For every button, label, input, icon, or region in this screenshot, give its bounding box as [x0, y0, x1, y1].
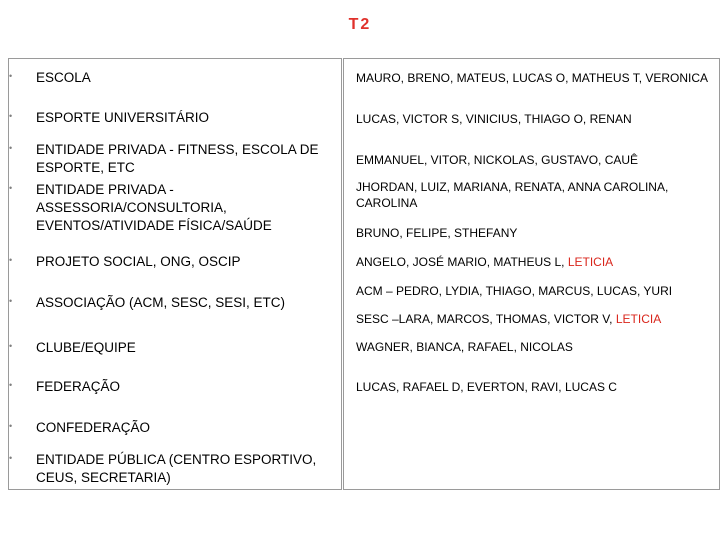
group-assessoria-1: JHORDAN, LUIZ, MARIANA, RENATA, ANNA CAROLINA, CAROLINA	[356, 180, 669, 210]
category-label: PROJETO SOCIAL, ONG, OSCIP	[36, 254, 241, 269]
bullet-icon: •	[9, 380, 13, 390]
group-projeto-social-names: ANGELO, JOSÉ MARIO, MATHEUS L,	[356, 255, 568, 269]
category-label: CONFEDERAÇÃO	[36, 420, 151, 435]
categories-box	[8, 58, 342, 490]
group-esporte-universitario: LUCAS, VICTOR S, VINICIUS, THIAGO O, RENAN	[356, 112, 632, 126]
bullet-icon: •	[9, 421, 13, 431]
highlighted-name: LETICIA	[615, 312, 662, 326]
bullet-icon: •	[9, 71, 13, 81]
category-label: ENTIDADE PRIVADA - FITNESS, ESCOLA DE ESPORTE, ETC	[36, 142, 319, 175]
category-label: ASSOCIAÇÃO (ACM, SESC, SESI, ETC)	[36, 295, 286, 310]
bullet-icon: •	[9, 183, 13, 193]
bullet-icon: •	[9, 341, 13, 351]
group-projeto-social	[356, 254, 716, 270]
group-escola: MAURO, BRENO, MATEUS, LUCAS O, MATHEUS T, VERONICA	[356, 71, 709, 85]
category-label: ESCOLA	[36, 70, 91, 85]
bullet-icon: •	[9, 255, 13, 265]
bullet-icon: •	[9, 111, 13, 121]
slide-title: T2	[348, 16, 372, 33]
bullet-icon: •	[9, 296, 13, 306]
highlighted-name: LETICIA	[567, 255, 614, 269]
category-label: CLUBE/EQUIPE	[36, 340, 136, 355]
category-label: FEDERAÇÃO	[36, 379, 121, 394]
group-sesc	[356, 311, 716, 327]
group-acm: ACM – PEDRO, LYDIA, THIAGO, MARCUS, LUCAS, YURI	[356, 284, 673, 298]
group-fitness: EMMANUEL, VITOR, NICKOLAS, GUSTAVO, CAUÊ	[356, 153, 639, 167]
bullet-icon: •	[9, 143, 13, 153]
group-clube: WAGNER, BIANCA, RAFAEL, NICOLAS	[356, 340, 573, 354]
group-assessoria-2: BRUNO, FELIPE, STHEFANY	[356, 226, 518, 240]
category-label: ESPORTE UNIVERSITÁRIO	[36, 110, 210, 125]
groups-box	[343, 58, 720, 490]
bullet-icon: •	[9, 453, 13, 463]
group-sesc-names: SESC –LARA, MARCOS, THOMAS, VICTOR V,	[356, 312, 616, 326]
category-label: ENTIDADE PÚBLICA (CENTRO ESPORTIVO, CEUS, SECRETARIA)	[36, 452, 317, 485]
category-label: ENTIDADE PRIVADA - ASSESSORIA/CONSULTORIA, EVENTOS/ATIVIDADE FÍSICA/SAÚDE	[36, 182, 272, 233]
group-federacao: LUCAS, RAFAEL D, EVERTON, RAVI, LUCAS C	[356, 380, 617, 394]
